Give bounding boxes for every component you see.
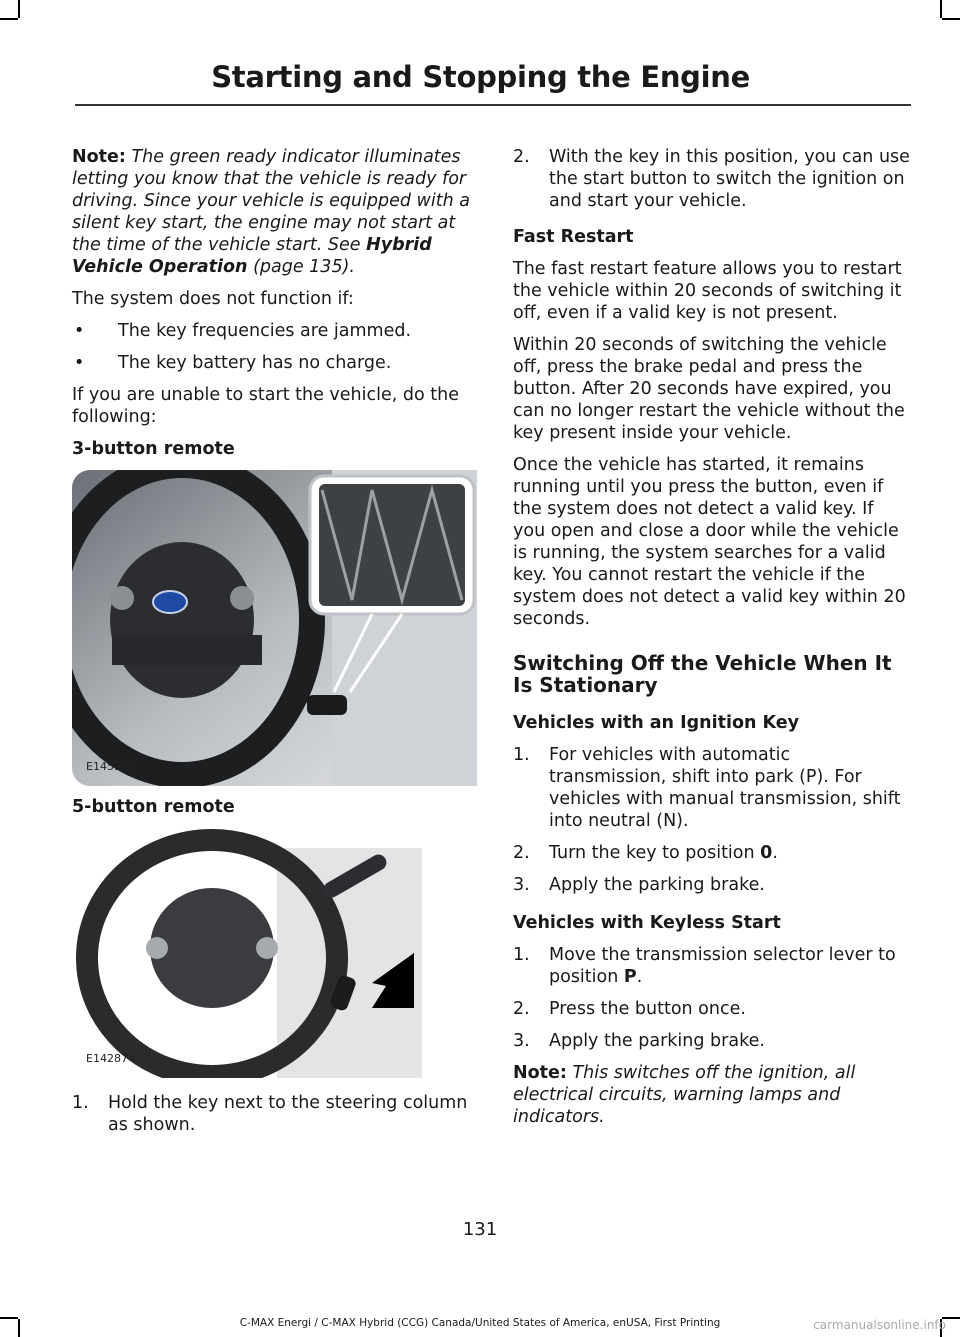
paragraph: Once the vehicle has started, it remains running until you press the button, even if the system does not detect a valid key. If you open and close a door while the vehicle is running, the system searches for a valid key. You cannot restart the vehicle if the system does not detect a valid key within 20 seconds. [513, 455, 906, 629]
step-number: 3. [513, 875, 530, 895]
numbered-step [513, 874, 911, 896]
steering-wheel-illustration [72, 470, 477, 786]
figure-steering-wheel-3-button [72, 470, 477, 786]
right-column [513, 146, 911, 1138]
paragraph: Within 20 seconds of switching the vehicle off, press the brake pedal and press the button. After 20 seconds have expired, you can no longer restart the vehicle without the key present inside your vehicle. [513, 335, 905, 443]
paragraph: The fast restart feature allows you to restart the vehicle within 20 seconds of switching it off, even if a valid key is not present. [513, 259, 902, 323]
step-text: For vehicles with automatic transmission, shift into park (P). For vehicles with manual transmission, shift into neutral (N). [549, 745, 901, 831]
step-text: Hold the key next to the steering column as shown. [108, 1093, 468, 1135]
bullet-text: The key battery has no charge. [118, 353, 392, 373]
numbered-step [513, 842, 911, 864]
page-reference: (page 135). [253, 257, 355, 277]
crop-mark [940, 0, 942, 18]
numbered-step [72, 1092, 477, 1136]
figure-code: E142874 [86, 1052, 135, 1065]
paragraph: If you are unable to start the vehicle, do the following: [72, 385, 459, 427]
step-text [549, 842, 778, 864]
numbered-step [513, 744, 911, 832]
subheading-keyless-start: Vehicles with Keyless Start [513, 913, 781, 933]
section-heading: Switching Off the Vehicle When It Is Stationary [513, 651, 892, 697]
note-paragraph [513, 1062, 911, 1128]
note-paragraph [72, 146, 477, 278]
subheading-5-button-remote: 5-button remote [72, 797, 235, 817]
left-column [72, 146, 477, 1146]
step-number: 1. [72, 1093, 89, 1113]
bullet-mark: • [74, 321, 85, 341]
step-text: Apply the parking brake. [549, 875, 765, 895]
page-number: 131 [462, 1219, 498, 1240]
step-number: 2. [513, 999, 530, 1019]
numbered-step [513, 146, 911, 212]
step-text: Apply the parking brake. [549, 1031, 765, 1051]
bullet-item [72, 320, 477, 342]
bullet-text: The key frequencies are jammed. [118, 321, 412, 341]
step-number: 2. [513, 147, 530, 167]
position-value: P [623, 967, 637, 987]
page-title: Starting and Stopping the Engine [211, 60, 750, 94]
subheading-3-button-remote: 3-button remote [72, 439, 235, 459]
subheading-ignition-key: Vehicles with an Ignition Key [513, 713, 800, 733]
numbered-step [513, 998, 911, 1020]
paragraph: The system does not function if: [72, 289, 354, 309]
subheading-fast-restart: Fast Restart [513, 227, 634, 247]
publication-info: C-MAX Energi / C-MAX Hybrid (CCG) Canada/United States of America, enUSA, First Printing [239, 1317, 721, 1329]
step-text-end: . [772, 843, 778, 863]
step-text-main: Turn the key to position [549, 843, 761, 863]
note-label: Note: [513, 1063, 567, 1083]
note-text: This switches off the ignition, all electrical circuits, warning lamps and indicators. [513, 1063, 856, 1127]
step-text-end: . [636, 967, 643, 987]
numbered-step [513, 1030, 911, 1052]
step-number: 1. [513, 745, 530, 765]
header-divider [75, 104, 911, 106]
step-text [549, 944, 911, 988]
note-text: The green ready indicator illuminates letting you know that the vehicle is ready for driving. Since your vehicle is equipped with a silent key start, the engine may not start at the time of the vehicle start. See [72, 147, 470, 255]
watermark[interactable]: carmanualsonline.info [813, 1318, 946, 1332]
step-text-main: Move the transmission selector lever to position [549, 945, 896, 987]
cross-reference-link[interactable]: Hybrid Vehicle Operation [72, 235, 432, 277]
position-value: 0 [760, 843, 773, 863]
bullet-item [72, 352, 477, 374]
figure-steering-wheel-5-button [72, 828, 422, 1078]
crop-mark [942, 18, 960, 20]
crop-mark [18, 0, 20, 18]
figure-code: E145988 [86, 760, 135, 773]
step-text: With the key in this position, you can use the start button to switch the ignition on and start your vehicle. [549, 147, 910, 211]
steering-wheel-illustration [72, 828, 422, 1078]
crop-mark [0, 18, 18, 20]
step-number: 1. [513, 945, 530, 965]
bullet-mark: • [74, 353, 85, 373]
note-label: Note: [72, 147, 126, 167]
numbered-step [513, 944, 911, 988]
step-number: 2. [513, 843, 530, 863]
step-text: Press the button once. [549, 999, 746, 1019]
step-number: 3. [513, 1031, 530, 1051]
